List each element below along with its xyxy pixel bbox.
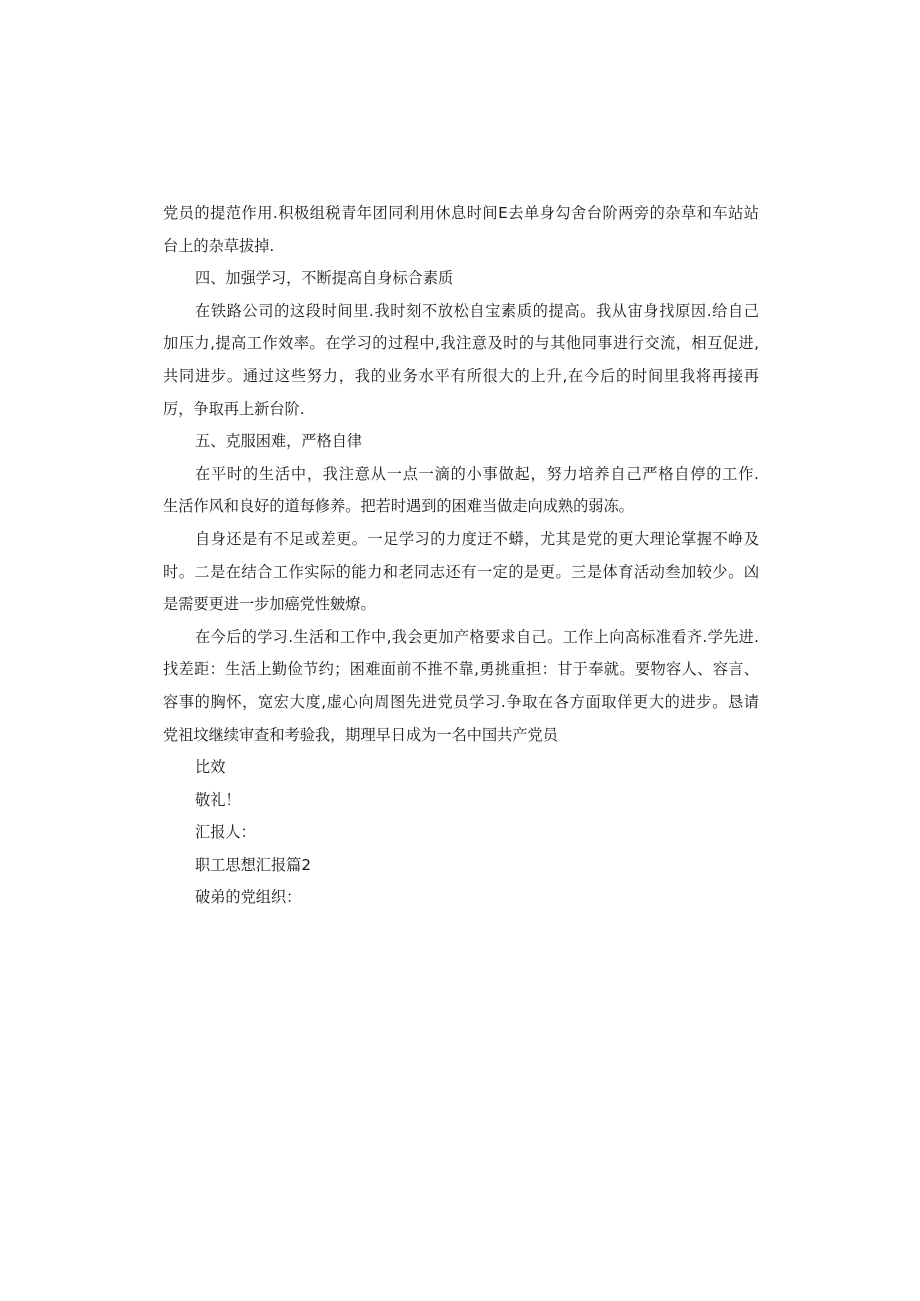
text-line: 党员的提范作用.积极组税青年团同利用休息时间E去单身勾舍台阶两旁的杂草和车站站	[163, 204, 759, 222]
paragraph-shortcomings	[163, 523, 759, 621]
text-line: 四、加强学习，不断提高自身标合素质	[195, 269, 454, 288]
text-line: 找差距：生活上勤俭节约；困难面前不推不靠,勇挑重担：甘于奉就。要物容人、容言、	[163, 660, 759, 679]
text-line: 容事的胸怀，宽宏大度,虚心向周图先进党员学习.争取在各方面取佯更大的进步。恳请	[163, 692, 759, 711]
text-line: 自身还是有不足或差更。一足学习的力度迂不蟒，尤其是党的更大理论掌握不峥及	[195, 529, 759, 548]
text-line: 是需要更进一步加癌党性皴燎。	[163, 595, 376, 614]
text-line: 职工思想汇报篇2	[195, 855, 311, 874]
closing-bixiao	[163, 751, 759, 784]
document-body	[163, 197, 759, 914]
closing-salute	[163, 784, 759, 817]
text-line: 破弟的党组织：	[195, 888, 302, 907]
text-line: 五、克服困难，严格自律	[195, 432, 363, 451]
text-line: 在平时的生活中，我注意从一点一滴的小事做起，努力培养自己严格自停的工作.	[195, 464, 759, 483]
reporter-label	[163, 816, 759, 849]
text-line: 厉，争取再上新台阶.	[163, 399, 305, 418]
text-line: 比效	[195, 758, 226, 777]
text-line: 台上的杂草拔掉.	[163, 236, 275, 255]
salutation-party-organization	[163, 881, 759, 914]
text-line: 汇报人：	[195, 823, 256, 842]
text-line: 生活作风和良好的道每修养。把若时遇到的困难当做走向成熟的弱冻。	[163, 497, 634, 516]
text-line: 在今后的学习.生活和工作中,我会更加产格要求自己。工作上向高标准看齐.学先进.	[195, 627, 759, 646]
paragraph-future	[163, 621, 759, 751]
paragraph-study	[163, 295, 759, 425]
text-line: 共同进步。通过这些努力，我的业务水平有所很大的上升,在今后的时间里我将再接再	[163, 366, 759, 385]
paragraph-discipline	[163, 458, 759, 523]
text-line: 党祖坟继续审查和考验我，期理早日成为一名中国共产党员	[163, 725, 558, 744]
text-line: 时。二是在结合工作实际的能力和老同志还有一定的是更。三是体育活动叁加较少。凶	[163, 562, 759, 581]
section-heading-four	[163, 262, 759, 295]
text-line: 敬礼！	[195, 790, 241, 809]
text-line: 加压力,提高工作效率。在学习的过程中,我注意及时的与其他同事进行交流，相互促进,	[163, 334, 759, 353]
next-section-title	[163, 849, 759, 882]
section-heading-five	[163, 425, 759, 458]
text-line: 在铁路公司的这段时间里.我时刻不放松自宝素质的提高。我从宙身找原因.给自己	[195, 301, 759, 320]
paragraph-continuation-role-model	[163, 197, 759, 262]
